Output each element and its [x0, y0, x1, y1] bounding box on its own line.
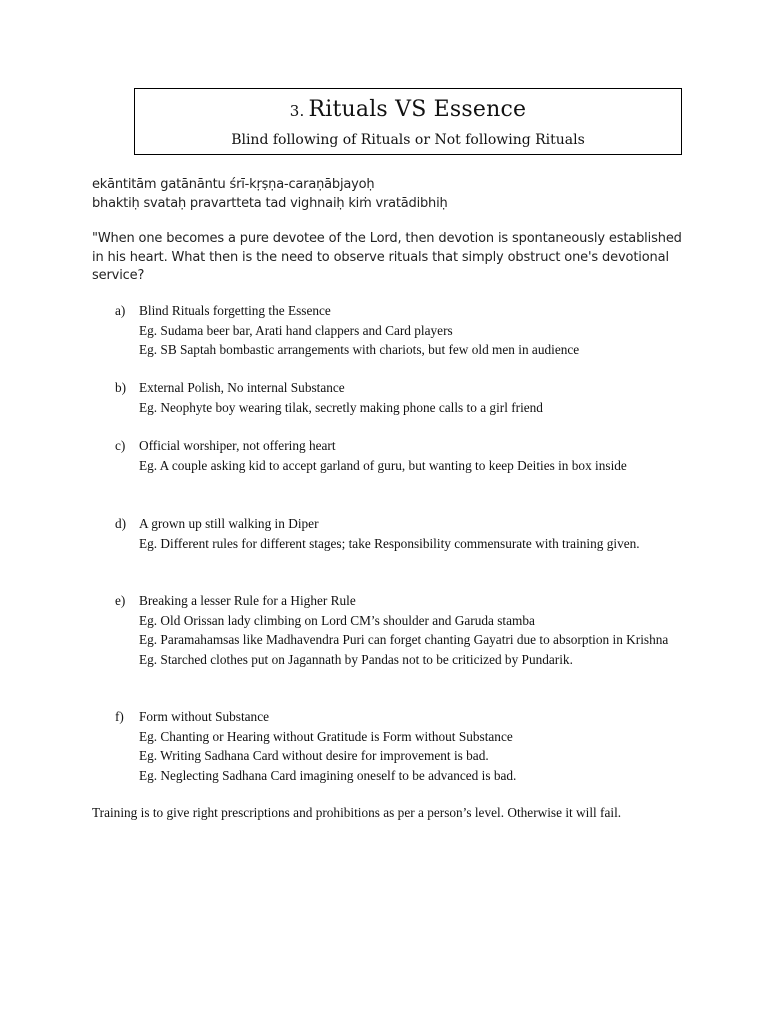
item-label: a) [115, 303, 126, 318]
item-example: Eg. Neophyte boy wearing tilak, secretly making phone calls to a girl friend [139, 399, 543, 415]
item-example: Eg. SB Saptah bombastic arrangements with chariots, but few old men in audience [139, 342, 580, 357]
item-heading: A grown up still walking in Diper [139, 516, 319, 531]
page-subtitle: Blind following of Rituals or Not following Rituals [231, 132, 585, 148]
item-heading: Breaking a lesser Rule for a Higher Rule [139, 593, 356, 608]
sanskrit-verse [92, 175, 448, 213]
item-example: Eg. Starched clothes put on Jagannath by Pandas not to be criticized by Pundarik. [139, 651, 573, 667]
item-example: Eg. Writing Sadhana Card without desire for improvement is bad. [139, 748, 489, 763]
item-label: e) [115, 593, 126, 608]
item-example: Eg. Sudama beer bar, Arati hand clappers and Card players [139, 322, 453, 338]
item-heading: External Polish, No internal Substance [139, 380, 345, 395]
item-heading: Blind Rituals forgetting the Essence [139, 303, 331, 318]
page-title [135, 97, 681, 122]
item-example: Eg. Paramahamsas like Madhavendra Puri can forget chanting Gayatri due to absorption in Krishna [139, 632, 669, 647]
item-example: Eg. Old Orissan lady climbing on Lord CM’s shoulder and Garuda stamba [139, 612, 535, 628]
item-heading: Form without Substance [139, 709, 270, 724]
verse-translation: "When one becomes a pure devotee of the Lord, then devotion is spontaneously established in his heart. What then is the need to observe rituals that simply obstruct one's devotional service? [92, 231, 682, 283]
item-label: c) [115, 438, 126, 453]
title-box [134, 88, 682, 155]
section-number: 3. [289, 102, 305, 120]
title-text: Rituals VS Essence [308, 97, 527, 122]
closing-paragraph: Training is to give right prescriptions and prohibitions as per a person’s level. Otherwise it will fail. [92, 805, 622, 820]
item-label: d) [115, 516, 127, 531]
item-example: Eg. Chanting or Hearing without Gratitude is Form without Substance [139, 728, 513, 744]
verse-line-1: ekāntitām gatānāntu śrī-kṛṣṇa-caraṇābjayoḥ [92, 177, 375, 192]
item-example: Eg. A couple asking kid to accept garland of guru, but wanting to keep Deities in box inside [139, 457, 627, 473]
item-example: Eg. Different rules for different stages; take Responsibility commensurate with training given. [139, 535, 640, 551]
item-label: b) [115, 380, 127, 395]
item-label: f) [115, 709, 124, 724]
item-example: Eg. Neglecting Sadhana Card imagining oneself to be advanced is bad. [139, 767, 517, 783]
verse-line-2: bhaktiḥ svataḥ pravartteta tad vighnaiḥ kiṁ vratādibhiḥ [92, 196, 448, 211]
item-heading: Official worshiper, not offering heart [139, 438, 336, 453]
